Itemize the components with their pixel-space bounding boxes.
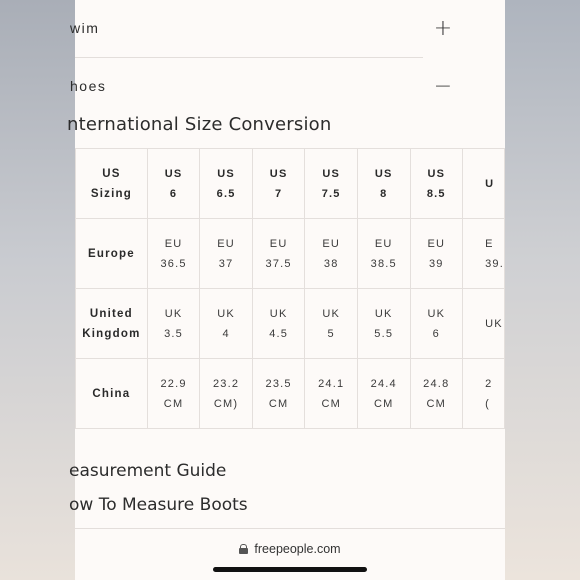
table-cell (200, 219, 253, 289)
row-header-text: Europe (87, 247, 135, 260)
blurred-background-left (0, 0, 77, 580)
table-cell-text: US (217, 167, 235, 180)
table-cell-text: EU (374, 237, 393, 250)
us-sizing-row (76, 149, 505, 219)
table-cell-text: 6 (169, 187, 178, 200)
table-cell-text: US (269, 167, 288, 180)
table-cell-text: 23.5 (265, 377, 292, 390)
table-cell (252, 359, 305, 429)
table-cell (410, 359, 463, 429)
table-cell-text: U (485, 177, 495, 190)
table-cell-text: US (322, 167, 341, 180)
row-header-cell (76, 149, 148, 219)
table-cell-text: CM (163, 397, 184, 410)
url-bar-divider (75, 528, 505, 529)
table-cell-text: EU (164, 237, 183, 250)
table-cell-text: US (374, 167, 393, 180)
table-cell-text: 7 (274, 187, 283, 200)
row-header-text: Kingdom (82, 327, 141, 340)
table-cell (357, 149, 410, 219)
table-cell-text: 38.5 (370, 257, 397, 270)
table-cell-text: 24.1 (318, 377, 345, 390)
table-cell-text: 39. (485, 257, 504, 270)
table-cell-text: CM (268, 397, 289, 410)
plus-icon[interactable]: + (433, 15, 453, 41)
table-cell (200, 149, 253, 219)
table-cell (463, 149, 505, 219)
table-cell (252, 149, 305, 219)
row-header-text: United (89, 307, 133, 320)
table-cell-text: 36.5 (160, 257, 187, 270)
table-cell (463, 219, 505, 289)
lock-icon (239, 544, 248, 554)
china-row (76, 359, 505, 429)
row-header-cell (76, 289, 148, 359)
home-indicator[interactable] (213, 567, 367, 572)
table-cell-text: 4.5 (269, 327, 289, 340)
table-cell-text: 23.2 (212, 377, 240, 390)
table-cell-text: 39 (428, 257, 444, 270)
table-cell-text: US (164, 167, 183, 180)
table-cell-text: 22.9 (160, 377, 187, 390)
table-cell (147, 149, 200, 219)
table-cell-text: UK (374, 307, 393, 320)
table-cell (410, 289, 463, 359)
table-cell (305, 289, 358, 359)
table-cell-text: 2 (485, 377, 493, 390)
table-cell (463, 359, 505, 429)
table-cell-text: 8 (380, 187, 388, 200)
row-header-text: Sizing (90, 187, 132, 200)
table-cell (147, 289, 200, 359)
united-kingdom-row (76, 289, 505, 359)
measurement-guide-link[interactable]: easurement Guide (69, 461, 227, 481)
table-cell (357, 219, 410, 289)
table-cell (147, 219, 200, 289)
table-cell (305, 219, 358, 289)
row-header-text: US (102, 167, 121, 180)
accordion-swim-label: wim (70, 20, 100, 36)
table-cell-text: ( (485, 397, 490, 410)
accordion-shoes[interactable] (70, 58, 505, 114)
table-cell (463, 289, 505, 359)
table-cell-text: UK (217, 307, 235, 320)
table-cell-text: UK (269, 307, 288, 320)
table-cell-text: 6 (432, 327, 440, 340)
table-cell-text: UK (164, 307, 183, 320)
phone-screen (67, 0, 505, 580)
table-cell-text: 4 (222, 327, 230, 340)
row-header-cell (76, 359, 148, 429)
table-cell-text: 38 (323, 257, 339, 270)
section-title: nternational Size Conversion (67, 114, 332, 135)
table-cell (200, 359, 253, 429)
table-cell-text: E (485, 237, 494, 250)
table-cell (200, 289, 253, 359)
size-conversion-table (75, 148, 505, 429)
table-cell (252, 289, 305, 359)
table-cell-text: 7.5 (321, 187, 341, 200)
table-cell-text: CM) (213, 397, 239, 410)
table-cell-text: EU (269, 237, 288, 250)
table-cell-text: EU (427, 237, 446, 250)
row-header-cell (76, 219, 148, 289)
row-header-text: China (92, 387, 131, 400)
table-cell (147, 359, 200, 429)
minus-icon[interactable]: − (433, 73, 453, 99)
table-cell (252, 219, 305, 289)
table-cell (357, 359, 410, 429)
table-cell-text: US (427, 167, 446, 180)
table-cell (305, 359, 358, 429)
url-text: freepeople.com (254, 542, 341, 556)
table-cell-text: UK (322, 307, 341, 320)
table-cell-text: EU (217, 237, 235, 250)
table-cell-text: 5 (327, 327, 335, 340)
table-cell-text: 3.5 (164, 327, 183, 340)
europe-row (76, 219, 505, 289)
table-cell-text: CM (321, 397, 341, 410)
measure-boots-link[interactable]: ow To Measure Boots (69, 495, 248, 515)
blurred-background-right (505, 0, 580, 580)
table-cell-text: UK (485, 317, 503, 330)
table-cell-text: UK (427, 307, 446, 320)
url-bar[interactable] (75, 538, 505, 560)
table-cell-text: 6.5 (216, 187, 236, 200)
table-cell-text: CM (373, 397, 394, 410)
table-cell-text: 8.5 (426, 187, 446, 200)
table-cell-text: 24.8 (423, 377, 450, 390)
table-cell-text: EU (322, 237, 341, 250)
accordion-swim[interactable] (70, 0, 505, 56)
table-cell (410, 149, 463, 219)
table-cell (410, 219, 463, 289)
table-cell-text: 24.4 (370, 377, 397, 390)
table-cell-text: 37.5 (265, 257, 292, 270)
table-cell (357, 289, 410, 359)
accordion-shoes-label: hoes (70, 78, 107, 94)
table-cell-text: CM (426, 397, 447, 410)
table-cell-text: 5.5 (374, 327, 394, 340)
table-cell (305, 149, 358, 219)
table-cell-text: 37 (218, 257, 234, 270)
